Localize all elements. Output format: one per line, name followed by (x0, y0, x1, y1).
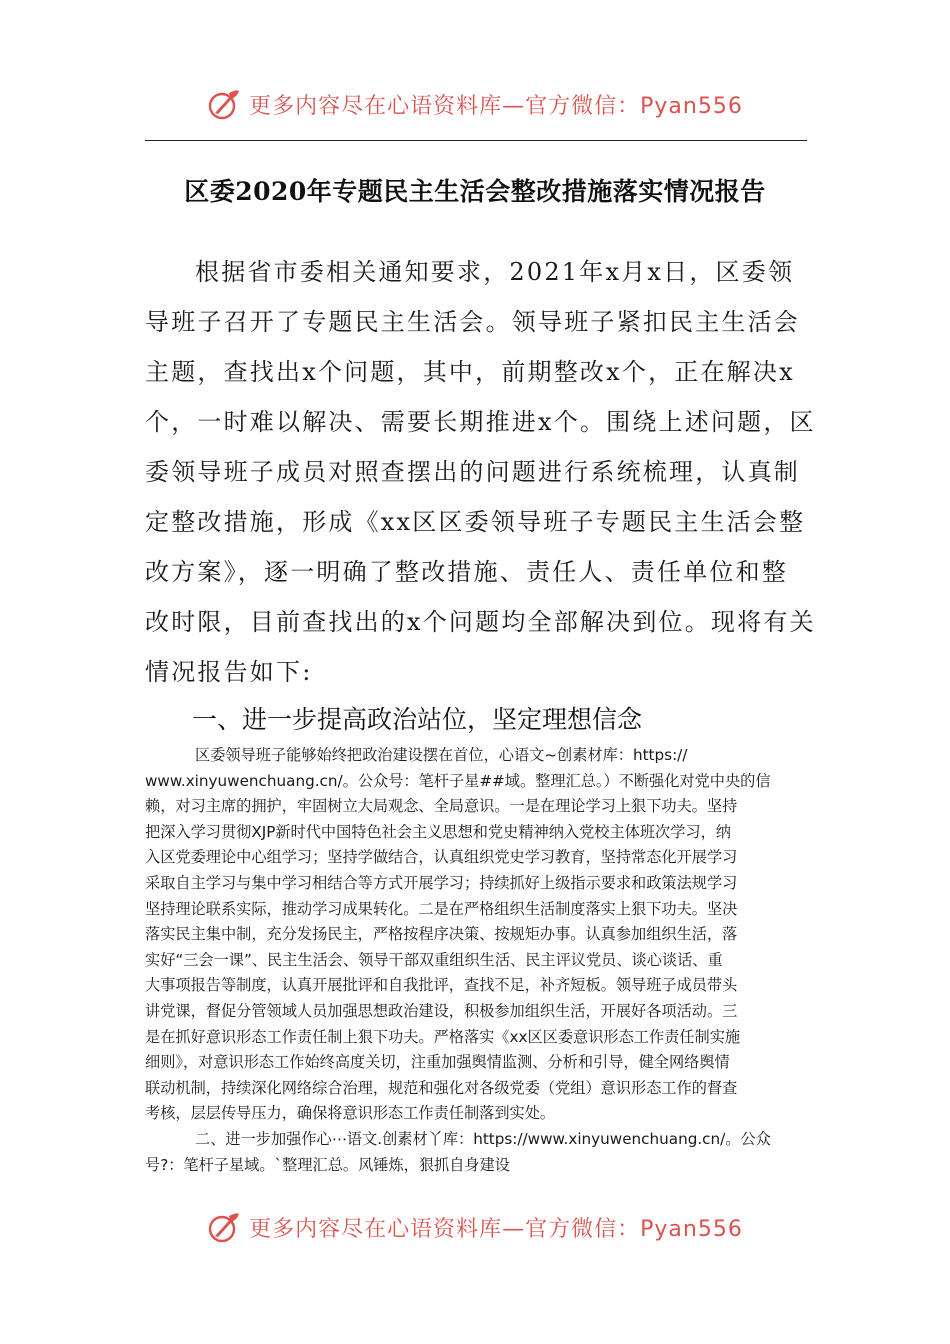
body-line: 入区党委理论中心组学习；坚持学做结合，认真组织党史学习教育，坚持常态化开展学习 (145, 848, 738, 867)
body-line: 联动机制，持续深化网络综合治理，规范和强化对各级党委（党组）意识形态工作的督查 (145, 1078, 738, 1097)
body-line: 赖，对习主席的拥护，牢固树立大局观念、全局意识。一是在理论学习上狠下功夫。坚持 (145, 797, 738, 816)
body-line: 区委领导班子能够始终把政治建设摆在首位，心语文~创素材库：https:// (195, 746, 688, 764)
quill-logo-icon (207, 87, 241, 121)
body-line: 细则》，对意识形态工作始终高度关切，注重加强舆情监测、分析和引导，健全网络舆情 (145, 1053, 730, 1072)
body-line: 实好“三会一课”、民主生活会、领导干部双重组织生活、民主评议党员、谈心谈话、重 (145, 950, 723, 969)
header-rule (145, 140, 807, 141)
watermark-footer (0, 1207, 950, 1247)
body-line: 坚持理论联系实际，推动学习成果转化。二是在严格组织生活制度落实上狠下功夫。坚决 (145, 899, 738, 918)
intro-line: 根据省市委相关通知要求，2021年x月x日，区委领 (195, 258, 795, 286)
intro-paragraph (145, 247, 816, 697)
body-line: 二、进一步加强作心⋯语文.创素材丫库：https://www.xinyuwenchuang.cn/。公众 (195, 1129, 771, 1148)
watermark-text: 更多内容尽在心语资料库—官方微信：Pyan556 (249, 93, 743, 119)
body-line: 讲党课，督促分管领域人员加强思想政治建设，积极参加组织生活，开展好各项活动。三 (145, 1001, 738, 1020)
section-heading: 一、进一步提高政治站位，坚定理想信念 (192, 705, 643, 734)
intro-line: 改方案》，逐一明确了整改措施、责任人、责任单位和整 (145, 558, 788, 586)
quill-logo-icon (207, 1210, 241, 1244)
intro-line: 导班子召开了专题民主生活会。领导班子紧扣民主生活会 (145, 308, 800, 336)
document-title: 区委2020年专题民主生活会整改措施落实情况报告 (184, 177, 766, 206)
body-line: 把深入学习贯彻XJP新时代中国特色社会主义思想和党史精神纳入党校主体班次学习，纳 (145, 822, 731, 841)
body-line: 大事项报告等制度，认真开展批评和自我批评，查找不足，补齐短板。领导班子成员带头 (145, 976, 738, 995)
body-line: 落实民主集中制，充分发扬民主，严格按程序决策、按规矩办事。认真参加组织生活，落 (145, 925, 738, 944)
intro-line: 委领导班子成员对照查摆出的问题进行系统梳理，认真制 (145, 458, 800, 486)
watermark-header (0, 84, 950, 124)
body-line: 是在抓好意识形态工作责任制上狠下功夫。严格落实《xx区区委意识形态工作责任制实施 (145, 1027, 741, 1046)
watermark-text: 更多内容尽在心语资料库—官方微信：Pyan556 (249, 1216, 743, 1242)
section1-paragraph (145, 743, 807, 1178)
body-line: 考核，层层传导压力，确保将意识形态工作责任制落到实处。 (145, 1104, 556, 1123)
intro-line: 主题，查找出x个问题，其中，前期整改x个，正在解决x (145, 358, 795, 386)
intro-line: 情况报告如下: (145, 658, 313, 686)
body-line: 号?：笔杆子星域。`整理汇总。风锤炼，狠抓自身建设 (145, 1155, 510, 1174)
intro-line: 个，一时难以解决、需要长期推进x个。围绕上述问题，区 (145, 408, 816, 436)
intro-line: 改时限，目前查找出的x个问题均全部解决到位。现将有关 (145, 608, 816, 636)
body-line: www.xinyuwenchuang.cn/。公众号：笔杆子星##域。整理汇总。）不断强化对党中央的信 (145, 771, 771, 790)
intro-line: 定整改措施，形成《xx区区委领导班子专题民主生活会整 (145, 508, 806, 536)
body-line: 采取自主学习与集中学习相结合等方式开展学习；持续抓好上级指示要求和政策法规学习 (145, 873, 738, 892)
